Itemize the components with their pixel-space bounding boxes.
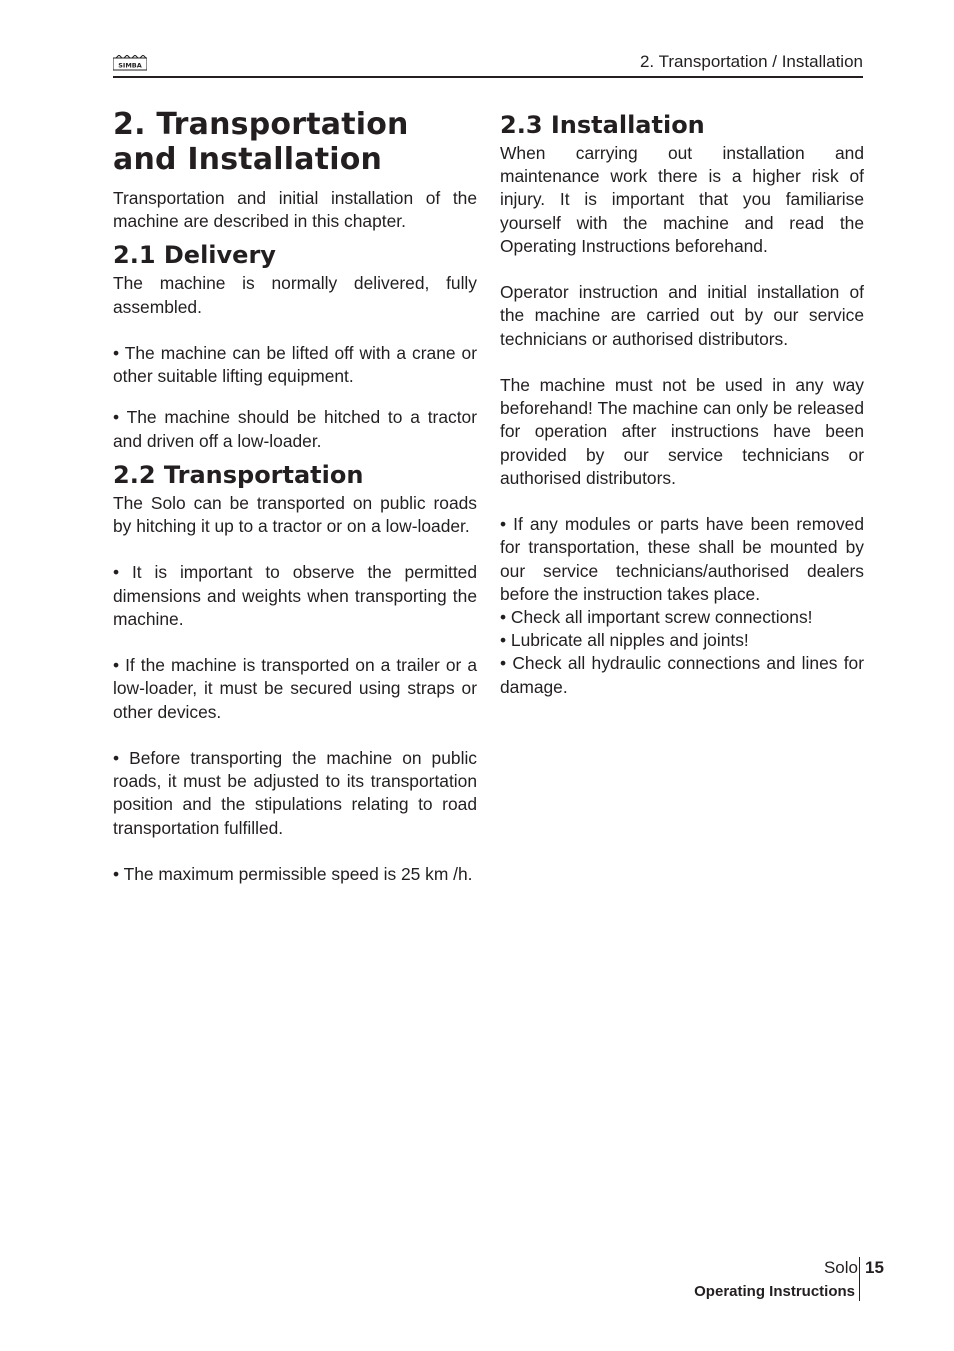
installation-bullet-screws: • Check all important screw connections! bbox=[500, 607, 813, 628]
simba-logo bbox=[113, 55, 147, 72]
intro-paragraph: Transportation and initial installation of the machine are described in this chapter. bbox=[113, 188, 477, 232]
svg-text:SIMBA: SIMBA bbox=[118, 61, 142, 70]
installation-heading: 2.3 Installation bbox=[500, 111, 705, 139]
transportation-bullet-dimensions: • It is important to observe the permitted dimensions and weights when transporting the machine. bbox=[113, 562, 477, 629]
delivery-bullet-tractor: • The machine should be hitched to a tractor and driven off a low-loader. bbox=[113, 407, 477, 451]
page-header bbox=[113, 50, 863, 78]
transportation-bullet-trailer: • If the machine is transported on a trailer or a low-loader, it must be secured using straps or other devices. bbox=[113, 655, 477, 722]
right-column bbox=[500, 107, 864, 699]
footer-product-name: Solo bbox=[823, 1258, 858, 1277]
installation-bullet-modules: • If any modules or parts have been removed for transportation, these shall be mounted by our service technicians/authorised dealers before the instruction takes place. bbox=[500, 514, 864, 604]
transportation-heading: 2.2 Transportation bbox=[113, 460, 364, 489]
installation-bullet-hydraulics: • Check all hydraulic connections and lines for damage. bbox=[500, 653, 864, 697]
transportation-bullet-public-roads: • Before transporting the machine on public roads, it must be adjusted to its transportation position and the stipulations relating to road transportation fulfilled. bbox=[113, 748, 477, 838]
header-section-title: 2. Transportation / Installation bbox=[639, 52, 863, 71]
delivery-heading: 2.1 Delivery bbox=[113, 241, 276, 270]
transportation-paragraph-1: The Solo can be transported on public roads by hitching it up to a tractor or on a low-loader. bbox=[113, 492, 477, 537]
chapter-title: 2. Transportation and Installation bbox=[113, 107, 409, 177]
installation-paragraph-3: The machine must not be used in any way beforehand! The machine can only be released for operation after instructions have been provided by our service technicians or authorised distributors. bbox=[500, 375, 864, 488]
installation-paragraph-1: When carrying out installation and maintenance work there is a higher risk of injury. It is important that you familiarise yourself with the machine and read the Operating Instructions beforehand. bbox=[500, 143, 864, 256]
footer-subtitle: Operating Instructions bbox=[694, 1283, 855, 1300]
left-column bbox=[113, 107, 477, 886]
delivery-bullet-crane: • The machine can be lifted off with a crane or other suitable lifting equipment. bbox=[113, 343, 477, 387]
installation-paragraph-2: Operator instruction and initial installation of the machine are carried out by our service technicians or authorised distributors. bbox=[500, 282, 864, 349]
page-number: 15 bbox=[865, 1258, 884, 1277]
delivery-paragraph-1: The machine is normally delivered, fully assembled. bbox=[113, 273, 477, 317]
footer-divider bbox=[859, 1257, 860, 1301]
transportation-bullet-speed: • The maximum permissible speed is 25 km /h. bbox=[113, 864, 473, 884]
installation-bullet-lubricate: • Lubricate all nipples and joints! bbox=[500, 630, 749, 651]
